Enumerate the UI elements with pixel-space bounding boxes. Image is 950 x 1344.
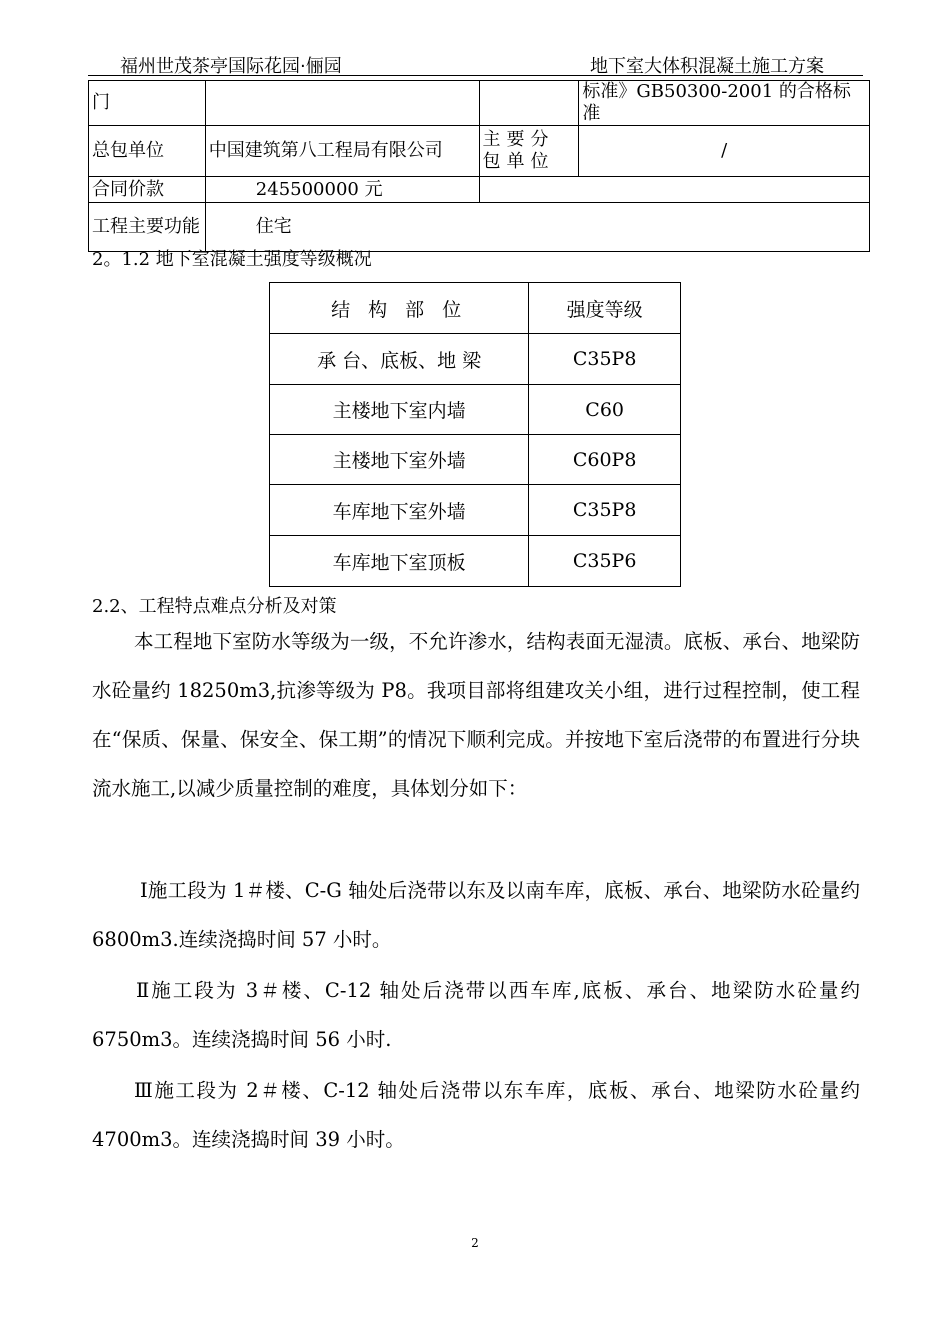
table-cell [205, 81, 479, 126]
table-cell: 住宅 [205, 203, 869, 252]
section-heading-22: 2.2、工程特点难点分析及对策 [92, 596, 337, 617]
header-rule [88, 75, 863, 76]
table-cell: 承 台、底板、地 梁 [270, 334, 529, 385]
table-row [89, 81, 870, 126]
table-cell: C35P6 [529, 536, 681, 587]
body-paragraph: 本工程地下室防水等级为一级，不允许渗水，结构表面无湿渍。底板、承台、地梁防水砼量约 18250m3,抗渗等级为 P8。我项目部将组建攻关小组，进行过程控制，使工程在“保质、保量、保安全、保工期”的情况下顺利完成。并按地下室后浇带的布置进行分块流水施工,以减少质量控制的难度，具体划分如下： [92, 630, 860, 800]
table-cell: C60 [529, 385, 681, 435]
header-document-title: 地下室大体积混凝土施工方案 [590, 56, 824, 77]
table-row [270, 485, 681, 536]
table-cell: 工程主要功能 [89, 203, 206, 252]
table-cell: 门 [89, 81, 206, 126]
table-cell: 车库地下室顶板 [270, 536, 529, 587]
table-row [270, 435, 681, 485]
header-project-name: 福州世茂茶亭国际花园·俪园 [120, 56, 342, 77]
table-cell: / [579, 126, 870, 177]
table-cell: 主要分包单位 [479, 126, 579, 177]
table-row [89, 177, 870, 203]
table-cell: 车库地下室外墙 [270, 485, 529, 536]
table-cell: 标准》GB50300-2001 的合格标准 [579, 81, 870, 126]
page-number: 2 [471, 1236, 479, 1250]
table-cell [479, 177, 869, 203]
project-info-table [88, 80, 870, 252]
concrete-grade-table [269, 282, 681, 587]
table-cell: 合同价款 [89, 177, 206, 203]
section-heading-212: 2。1.2 地下室混凝土强度等级概况 [92, 249, 372, 270]
table-header-row [270, 283, 681, 334]
body-paragraph: Ⅲ施工段为 2＃楼、C-12 轴处后浇带以东车库，底板、承台、地梁防水砼量约 4700m3。连续浇捣时间 39 小时。 [92, 1079, 860, 1151]
table-header-cell: 强度等级 [529, 283, 681, 334]
table-row [270, 334, 681, 385]
body-paragraph: Ⅰ施工段为 1＃楼、C-G 轴处后浇带以东及以南车库，底板、承台、地梁防水砼量约 6800m3.连续浇捣时间 57 小时。 [92, 879, 860, 951]
body-paragraph: Ⅱ施工段为 3＃楼、C-12 轴处后浇带以西车库,底板、承台、地梁防水砼量约 6750m3。连续浇捣时间 56 小时. [92, 979, 860, 1051]
table-cell: C60P8 [529, 435, 681, 485]
table-row [89, 126, 870, 177]
table-header-cell: 结 构 部 位 [270, 283, 529, 334]
table-cell: 总包单位 [89, 126, 206, 177]
table-cell: C35P8 [529, 334, 681, 385]
table-cell: 主楼地下室内墙 [270, 385, 529, 435]
table-row [270, 536, 681, 587]
table-cell: 主楼地下室外墙 [270, 435, 529, 485]
table-cell [479, 81, 579, 126]
table-cell: 245500000 元 [205, 177, 479, 203]
table-cell: C35P8 [529, 485, 681, 536]
table-row [270, 385, 681, 435]
table-cell: 中国建筑第八工程局有限公司 [205, 126, 479, 177]
